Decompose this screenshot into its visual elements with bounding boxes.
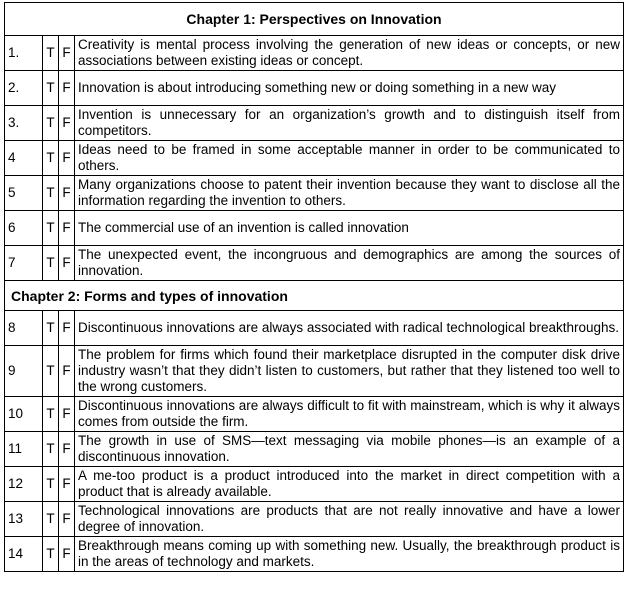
question-number: 7	[5, 246, 43, 281]
true-option[interactable]: T	[43, 346, 59, 397]
true-option[interactable]: T	[43, 467, 59, 502]
false-option[interactable]: F	[59, 432, 75, 467]
chapter-1-title: Chapter 1: Perspectives on Innovation	[5, 3, 624, 36]
quiz-table	[4, 2, 624, 572]
question-text: The commercial use of an invention is called innovation	[75, 211, 624, 246]
true-option[interactable]: T	[43, 141, 59, 176]
question-text: Invention is unnecessary for an organization’s growth and to distinguish itself from competitors.	[75, 106, 624, 141]
question-row	[5, 176, 624, 211]
true-option[interactable]: T	[43, 246, 59, 281]
question-text: Technological innovations are products that are not really innovative and have a lower degree of innovation.	[75, 502, 624, 537]
true-option[interactable]: T	[43, 71, 59, 106]
question-row	[5, 502, 624, 537]
question-number: 1.	[5, 36, 43, 71]
question-number: 3.	[5, 106, 43, 141]
question-text: The growth in use of SMS—text messaging via mobile phones—is an example of a discontinuous innovation.	[75, 432, 624, 467]
false-option[interactable]: F	[59, 71, 75, 106]
question-number: 12	[5, 467, 43, 502]
question-text: Discontinuous innovations are always difficult to fit with mainstream, which is why it always comes from outside the firm.	[75, 397, 624, 432]
question-text: Breakthrough means coming up with something new. Usually, the breakthrough product is in the areas of technology and markets.	[75, 537, 624, 572]
question-text: A me-too product is a product introduced into the market in direct competition with a product that is already available.	[75, 467, 624, 502]
question-row	[5, 346, 624, 397]
question-text: Discontinuous innovations are always associated with radical technological breakthroughs.	[75, 311, 624, 346]
question-number: 9	[5, 346, 43, 397]
question-row	[5, 432, 624, 467]
question-number: 10	[5, 397, 43, 432]
question-text: Many organizations choose to patent their invention because they want to disclose all the information regarding the invention to others.	[75, 176, 624, 211]
question-row	[5, 246, 624, 281]
false-option[interactable]: F	[59, 467, 75, 502]
true-option[interactable]: T	[43, 311, 59, 346]
false-option[interactable]: F	[59, 346, 75, 397]
false-option[interactable]: F	[59, 36, 75, 71]
true-option[interactable]: T	[43, 36, 59, 71]
question-row	[5, 141, 624, 176]
question-number: 6	[5, 211, 43, 246]
question-row	[5, 467, 624, 502]
question-number: 4	[5, 141, 43, 176]
question-text: The problem for firms which found their marketplace disrupted in the computer disk drive industry wasn’t that they didn’t listen to customers, but rather that they listened too well to the wrong customers.	[75, 346, 624, 397]
true-option[interactable]: T	[43, 106, 59, 141]
question-row	[5, 71, 624, 106]
question-row	[5, 211, 624, 246]
true-option[interactable]: T	[43, 176, 59, 211]
question-number: 11	[5, 432, 43, 467]
question-number: 14	[5, 537, 43, 572]
true-option[interactable]: T	[43, 432, 59, 467]
question-row	[5, 106, 624, 141]
true-option[interactable]: T	[43, 502, 59, 537]
false-option[interactable]: F	[59, 176, 75, 211]
question-number: 2.	[5, 71, 43, 106]
question-number: 13	[5, 502, 43, 537]
chapter-2-header-row	[5, 281, 624, 311]
true-option[interactable]: T	[43, 397, 59, 432]
question-text: Creativity is mental process involving the generation of new ideas or concepts, or new associations between existing ideas or concept.	[75, 36, 624, 71]
question-row	[5, 397, 624, 432]
false-option[interactable]: F	[59, 141, 75, 176]
title-row	[5, 3, 624, 36]
false-option[interactable]: F	[59, 311, 75, 346]
false-option[interactable]: F	[59, 246, 75, 281]
chapter-2-title: Chapter 2: Forms and types of innovation	[5, 281, 624, 311]
question-row	[5, 36, 624, 71]
false-option[interactable]: F	[59, 537, 75, 572]
true-option[interactable]: T	[43, 537, 59, 572]
question-text: The unexpected event, the incongruous and demographics are among the sources of innovation.	[75, 246, 624, 281]
false-option[interactable]: F	[59, 211, 75, 246]
question-row	[5, 311, 624, 346]
false-option[interactable]: F	[59, 502, 75, 537]
false-option[interactable]: F	[59, 397, 75, 432]
true-option[interactable]: T	[43, 211, 59, 246]
question-number: 5	[5, 176, 43, 211]
question-text: Innovation is about introducing something new or doing something in a new way	[75, 71, 624, 106]
question-number: 8	[5, 311, 43, 346]
question-row	[5, 537, 624, 572]
false-option[interactable]: F	[59, 106, 75, 141]
question-text: Ideas need to be framed in some acceptable manner in order to be communicated to others.	[75, 141, 624, 176]
